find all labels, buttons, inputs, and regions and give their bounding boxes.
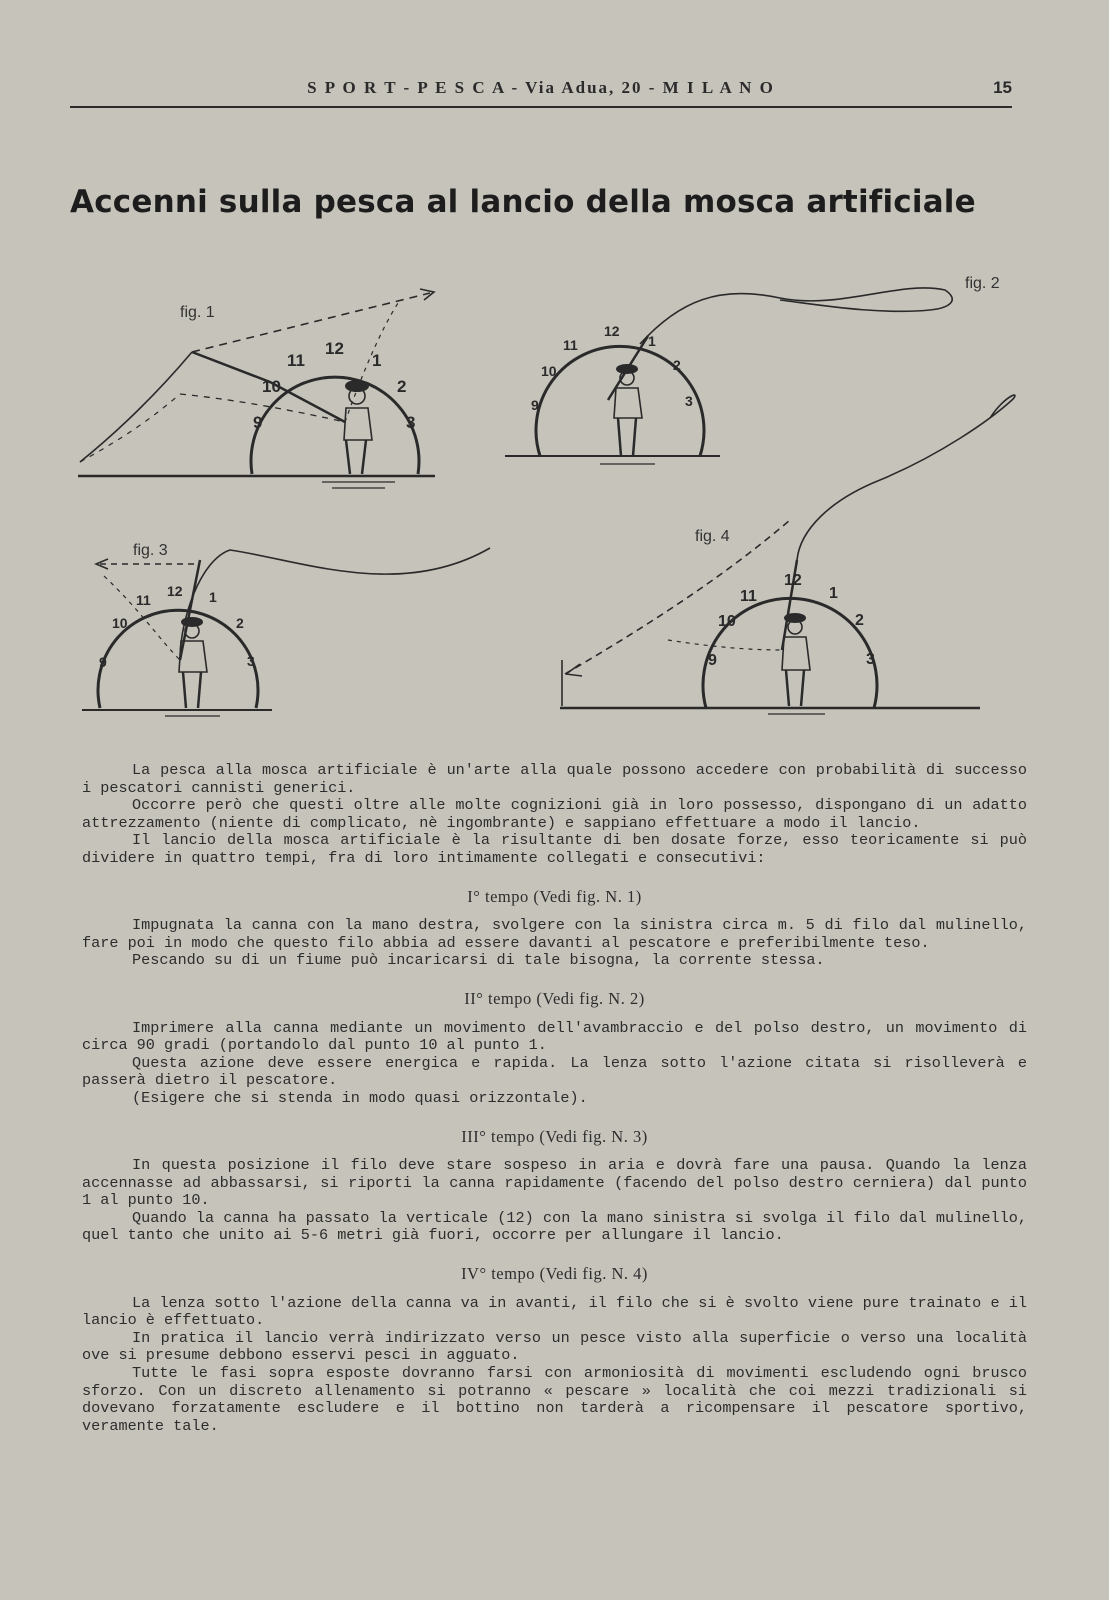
section-2-paragraph: (Esigere che si stenda in modo quasi orizzontale).	[132, 1088, 588, 1107]
clock-number: 3	[406, 413, 416, 432]
clock-number: 3	[685, 393, 693, 409]
clock-number: 9	[253, 413, 263, 432]
fig-1-label: fig. 1	[180, 304, 215, 321]
clock-number: 1	[372, 351, 382, 370]
clock-number: 10	[718, 613, 736, 630]
clock-number: 2	[855, 612, 864, 629]
section-heading-1: I° tempo (Vedi fig. N. 1)	[467, 886, 642, 906]
section-1-paragraph: Impugnata la canna con la mano destra, svolgere con la sinistra circa m. 5 di filo dal mulinello, fare poi in modo che questo filo abbia ad essere davanti al pescatore e preferibilmente teso.	[82, 916, 1027, 952]
fig-1-illustration	[78, 289, 435, 488]
clock-number: 9	[708, 652, 717, 669]
section-1-paragraph: Pescando su di un fiume può incaricarsi di tale bisogna, la corrente stessa.	[132, 951, 825, 970]
intro-paragraph: La pesca alla mosca artificiale è un'arte alla quale possono accedere con probabilità di successo i pescatori cannisti generici.	[82, 761, 1027, 797]
section-heading-2: II° tempo (Vedi fig. N. 2)	[464, 988, 645, 1008]
clock-number: 12	[167, 583, 183, 599]
clock-number: 12	[784, 572, 802, 589]
clock-number: 1	[209, 589, 217, 605]
clock-number: 11	[136, 592, 151, 608]
article-body	[82, 762, 1027, 1435]
clock-number: 12	[325, 339, 344, 358]
clock-number: 9	[99, 654, 107, 670]
clock-number: 2	[397, 377, 407, 396]
clock-number: 1	[829, 585, 838, 602]
article-title: Accenni sulla pesca al lancio della mosca artificiale	[70, 184, 976, 220]
clock-number: 10	[541, 363, 557, 379]
intro-paragraph: Occorre però che questi oltre alle molte cognizioni già in loro possesso, dispongano di un adatto attrezzamento (niente di complicato, nè ingombrante) e sappiano effettuare a modo il lancio.	[82, 796, 1027, 832]
clock-number: 10	[112, 615, 128, 631]
page-number: 15	[993, 78, 1012, 97]
fig-2-illustration	[505, 288, 952, 464]
header-text: S P O R T - P E S C A - Via Adua, 20 - M I L A N O	[307, 78, 775, 97]
clock-number: 12	[604, 323, 620, 339]
casting-illustrations	[0, 240, 1109, 730]
clock-number: 9	[531, 397, 539, 413]
fig-2-label: fig. 2	[965, 275, 1000, 292]
clock-number: 2	[236, 615, 244, 631]
section-3-paragraph: Quando la canna ha passato la verticale (12) con la mano sinistra si svolga il filo dal mulinello, quel tanto che unito ai 5-6 metri già fuori, occorre per allungare il lancio.	[82, 1208, 1027, 1245]
section-2-paragraph: Imprimere alla canna mediante un movimento dell'avambraccio e del polso destro, un movimento di circa 90 gradi (portandolo dal punto 10 al punto 1.	[82, 1018, 1027, 1055]
fig-4-label: fig. 4	[695, 528, 730, 545]
section-heading-3: III° tempo (Vedi fig. N. 3)	[461, 1126, 648, 1146]
page-header	[70, 78, 1012, 108]
section-2-paragraph: Questa azione deve essere energica e rapida. La lenza sotto l'azione citata si risolleverà e passerà dietro il pescatore.	[82, 1053, 1027, 1090]
clock-number: 3	[866, 651, 875, 668]
section-4-paragraph: La lenza sotto l'azione della canna va in avanti, il filo che si è svolto viene pure trainato e il lancio è effettuato.	[82, 1293, 1027, 1330]
section-heading-4: IV° tempo (Vedi fig. N. 4)	[461, 1264, 648, 1284]
clock-number: 11	[287, 351, 305, 370]
clock-number: 10	[262, 377, 281, 396]
section-4-paragraph: Tutte le fasi sopra esposte dovranno farsi con armoniosità di movimenti escludendo ogni brusco sforzo. Con un discreto allenamento si potranno « pescare » località che coi mezzi tradizionali si dovevano forzatamente escludere e il bottino non tarderà a ricompensare il pescatore sportivo, veramente tale.	[82, 1364, 1027, 1435]
clock-number: 11	[740, 588, 757, 605]
clock-number: 3	[247, 653, 255, 669]
fig-3-illustration	[82, 548, 490, 716]
clock-number: 11	[563, 337, 578, 353]
fig-4-illustration	[560, 395, 1015, 714]
clock-number: 1	[648, 333, 656, 349]
section-3-paragraph: In questa posizione il filo deve stare sospeso in aria e dovrà fare una pausa. Quando la lenza accennasse ad abbassarsi, si riporti la canna rapidamente (facendo del polso destro cerniera) dal punto 1 al punto 10.	[82, 1156, 1027, 1210]
section-4-paragraph: In pratica il lancio verrà indirizzato verso un pesce visto alla superficie o verso una località ove si presume debbono esservi pesci in agguato.	[82, 1328, 1027, 1365]
clock-number: 2	[673, 357, 681, 373]
intro-paragraph: Il lancio della mosca artificiale è la risultante di ben dosate forze, esso teoricamente si può dividere in quattro tempi, fra di loro intimamente collegati e consecutivi:	[82, 831, 1027, 867]
fig-3-label: fig. 3	[133, 542, 168, 559]
